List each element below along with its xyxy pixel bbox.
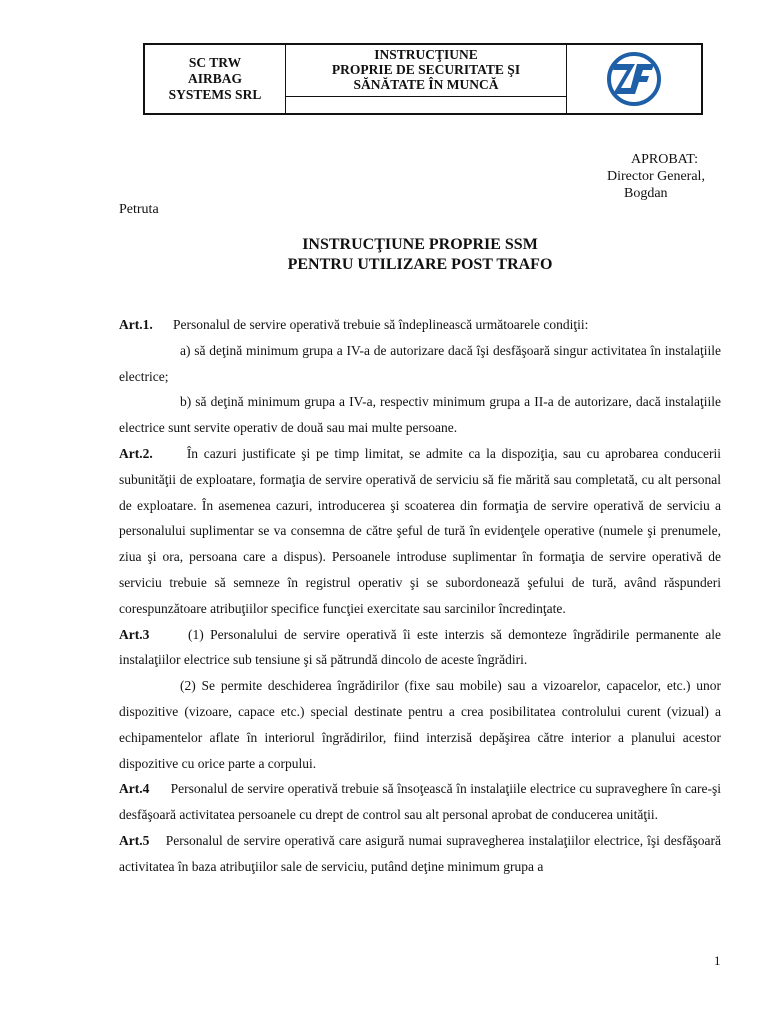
article-2-text: În cazuri justificate şi pe timp limitat, se admite ca la dispoziţia, sau cu aprobarea conducerii subunităţii de exploatare, formaţia de servire operativă de serviciu să fie mărită sau completată, cu alt personal de exploatare. În asemenea cazuri, introducerea şi scoaterea din formaţia de servire operativă de serviciu a personalului suplimentar se va consemna de către şeful de tură în evidenţele operative (numele şi prenumele, ziua şi ora, persoana care a dispus). Persoanele introduse suplimentar în formaţia de servire operativă de serviciu trebuie să semneze în registrul operativ şi se subordonează şefului de tură, având răspunderi corespunzătoare atribuţiilor specifice funcţiei exercitate sau sarcinilor încredinţate.: [119, 445, 722, 616]
document-header: [143, 43, 703, 115]
company-cell: [145, 45, 286, 113]
article-1-condition-a: a) să deţină minimum grupa a IV-a de autorizare dacă îşi desfăşoară singur activitatea în instalaţiile electrice;: [119, 342, 721, 384]
article-3-text-1: (1) Personalului de servire operativă îi este interzis să demonteze îngrădirile permanente ale instalaţiilor electrice sub tensiune şi să pătrundă dincolo de aceste îngrădiri.: [119, 626, 721, 668]
article-5: [119, 828, 721, 880]
zf-logo-icon: [606, 51, 662, 107]
doc-type-line-1: INSTRUCŢIUNE: [374, 47, 478, 62]
page-number: 1: [714, 953, 721, 968]
approval-name: Bogdan: [624, 186, 668, 201]
article-1-intro: [119, 312, 721, 338]
doc-title-line-2: PENTRU UTILIZARE POST TRAFO: [287, 256, 553, 273]
doc-type-line-3: SĂNĂTATE ÎN MUNCĂ: [353, 77, 499, 92]
article-3-label: Art.3: [119, 626, 150, 642]
article-4: [119, 776, 721, 828]
article-1-intro-text: Personalul de servire operativă trebuie să îndeplinească următoarele condiţii:: [173, 317, 589, 332]
company-line-3: SYSTEMS SRL: [168, 87, 262, 102]
document-body: [119, 312, 721, 880]
article-1-condition-b: b) să deţină minimum grupa a IV-a, respectiv minimum grupa a II-a de autorizare, dacă instalaţiile electrice sunt servite operativ de două sau mai multe persoane.: [119, 394, 721, 436]
doc-title-line-1: INSTRUCŢIUNE PROPRIE SSM: [302, 236, 538, 253]
article-4-label: Art.4: [119, 781, 150, 797]
article-4-text: Personalul de servire operativă trebuie să însoţească în instalaţiile electrice cu supraveghere în care-şi desfăşoară activitatea persoanele cu drept de control sau alt personal aprobat de conducerea unităţii.: [119, 781, 722, 823]
article-2-label: Art.2.: [119, 445, 153, 461]
article-5-label: Art.5: [119, 832, 150, 848]
approval-surname: Petruta: [119, 202, 159, 217]
article-2: [119, 441, 721, 622]
article-3-paragraph-2: (2) Se permite deschiderea îngrădirilor (fixe sau mobile) sau a vizoarelor, capacelor, etc.) unor dispozitive (vizoare, capace etc.) special destinate pentru a crea posibilitatea controlului curent (vizual) a echipamentelor aflate în interiorul îngrădirilor, fiind interzisă depăşirea către interior a planului acestor dispozitive cu orice parte a corpului.: [119, 678, 721, 771]
logo-cell: [567, 45, 701, 113]
article-3-paragraph-1: [119, 622, 721, 674]
article-1-label: Art.1.: [119, 317, 153, 332]
doc-type-cell: [286, 45, 567, 113]
company-line-2: AIRBAG: [187, 71, 242, 86]
approval-label: APROBAT:: [631, 152, 698, 167]
company-line-1: SC TRW: [188, 55, 242, 70]
doc-type-line-2: PROPRIE DE SECURITATE ŞI: [331, 62, 521, 77]
approval-role: Director General,: [607, 169, 705, 184]
doc-type-empty-row: [286, 97, 566, 113]
article-5-text: Personalul de servire operativă care asigură numai supravegherea instalaţiilor electrice, îşi desfăşoară activitatea în baza atribuţiilor sale de serviciu, putând deţine minimum grupa a: [119, 832, 722, 874]
